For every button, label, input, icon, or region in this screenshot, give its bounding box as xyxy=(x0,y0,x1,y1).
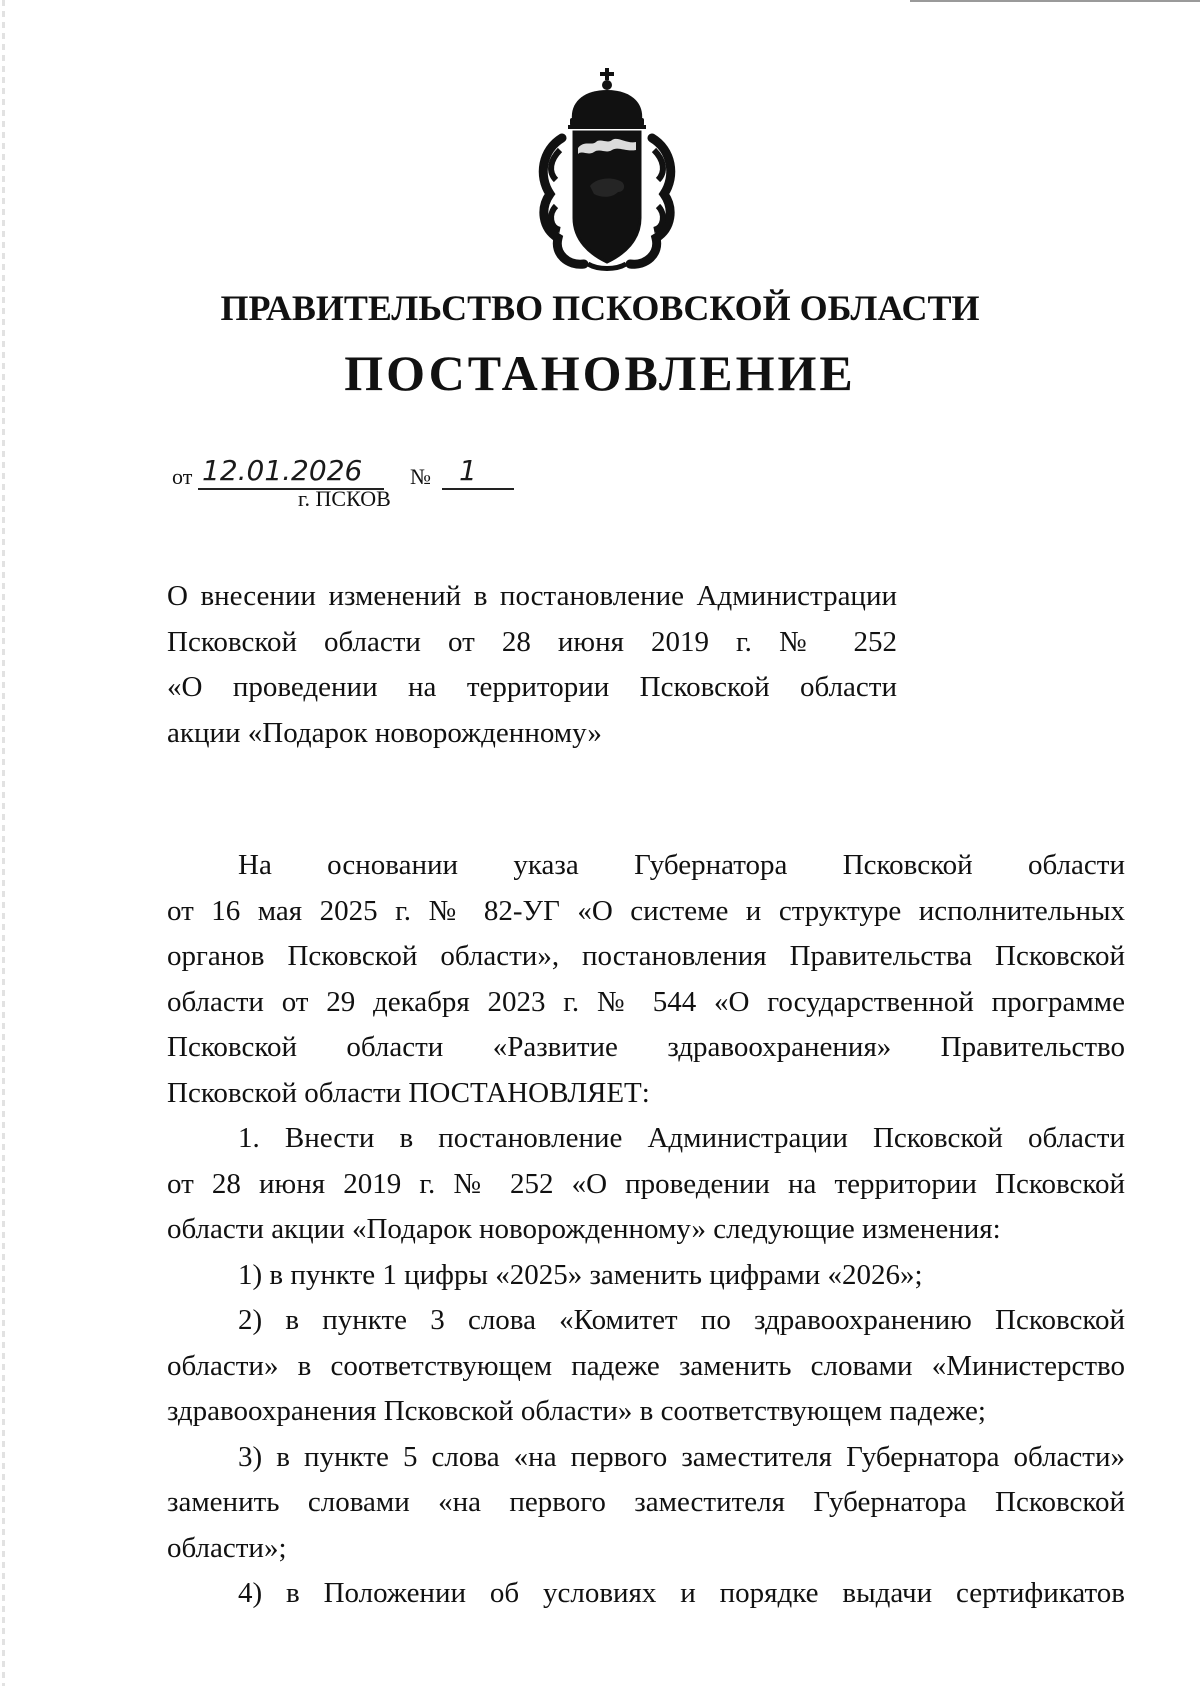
organization-title: ПРАВИТЕЛЬСТВО ПСКОВСКОЙ ОБЛАСТИ xyxy=(220,288,980,328)
city-label: г. ПСКОВ xyxy=(298,486,391,511)
document-body xyxy=(167,843,1125,1617)
coat-of-arms-icon xyxy=(532,68,682,273)
date-value-handwritten: 12.01.2026 xyxy=(202,454,363,487)
body-line: области» в соответствующем падеже заменить словами «Министерство xyxy=(167,1349,1125,1382)
subject-line: Псковской области от 28 июня 2019 г. № 252 xyxy=(167,625,897,658)
document-type-heading: ПОСТАНОВЛЕНИЕ xyxy=(344,345,856,401)
subject-line: О внесении изменений в постановление Администрации xyxy=(167,580,897,612)
body-line: здравоохранения Псковской области» в соответствующем падеже; xyxy=(167,1395,986,1427)
body-line: от 28 июня 2019 г. № 252 «О проведении на территории Псковской xyxy=(167,1167,1125,1200)
body-line: области акции «Подарок новорожденному» следующие изменения: xyxy=(167,1213,1001,1245)
body-line: 1. Внести в постановление Администрации Псковской области xyxy=(238,1122,1125,1154)
body-line: области от 29 декабря 2023 г. № 544 «О государственной программе xyxy=(167,985,1125,1018)
body-line: Псковской области «Развитие здравоохранения» Правительство xyxy=(167,1031,1125,1063)
body-line: На основании указа Губернатора Псковской области xyxy=(238,849,1125,881)
scan-line xyxy=(910,0,1200,2)
scan-edge xyxy=(2,0,5,1686)
body-line: 4) в Положении об условиях и порядке выдачи сертификатов xyxy=(238,1577,1125,1609)
body-line: Псковской области ПОСТАНОВЛЯЕТ: xyxy=(167,1076,650,1109)
number-label: № xyxy=(410,464,431,489)
body-line: области»; xyxy=(167,1531,287,1564)
body-line: 1) в пункте 1 цифры «2025» заменить цифрами «2026»; xyxy=(238,1258,923,1291)
document-subject xyxy=(167,574,897,756)
subject-line: «О проведении на территории Псковской области xyxy=(167,671,897,703)
number-underline xyxy=(442,488,514,490)
body-line: заменить словами «на первого заместителя Губернатора Псковской xyxy=(167,1486,1125,1518)
body-line: органов Псковской области», постановления Правительства Псковской xyxy=(167,940,1125,972)
body-line: 2) в пункте 3 слова «Комитет по здравоохранению Псковской xyxy=(238,1304,1125,1336)
number-value-handwritten: 1 xyxy=(459,454,477,487)
subject-line: акции «Подарок новорожденному» xyxy=(167,716,602,749)
body-line: 3) в пункте 5 слова «на первого заместителя Губернатора области» xyxy=(238,1440,1125,1473)
body-line: от 16 мая 2025 г. № 82-УГ «О системе и структуре исполнительных xyxy=(167,894,1125,927)
date-label: от xyxy=(172,464,193,489)
